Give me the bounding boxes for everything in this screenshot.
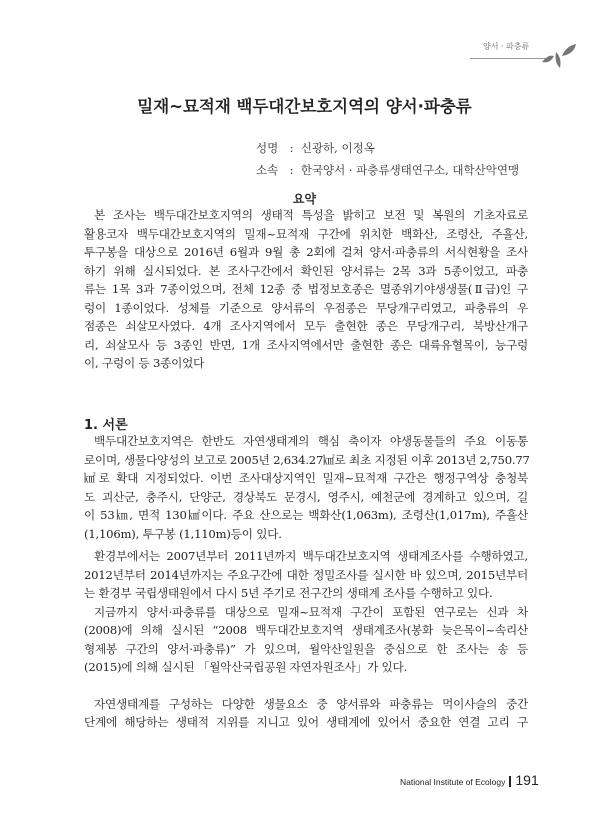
text-line: 2012년부터 2014년까지는 주요구간에 대한 정밀조사를 실시한 바 있으며, 2015년부터 <box>84 567 528 582</box>
text-line: 백두대간보호지역은 한반도 자연생태계의 핵심 축이자 야생동물들의 주요 이동통 <box>94 434 528 448</box>
abstract-body <box>84 206 528 373</box>
text-line: 이, 구렁이 등 3종이었다 <box>84 356 205 370</box>
text-line: 로이며, 생물다양성의 보고로 2005년 2,634.27㎢로 최초 지정된 이후 2013년 2,750.77 <box>84 452 530 467</box>
text-line: 류는 1목 3과 7종이었으며, 전체 12종 중 법정보호종은 멸종위기야생생물(Ⅱ급)인 구 <box>84 282 528 296</box>
text-line: 점종은 쇠살모사였다. 4개 조사지역에서 모두 출현한 종은 무당개구리, 북방산개구 <box>84 319 528 333</box>
authors-value: 신광하, 이정옥 <box>300 141 375 155</box>
section-body <box>84 432 528 732</box>
section-heading: 1. 서론 <box>84 418 128 433</box>
paragraph <box>84 603 528 677</box>
page-title: 밀재~묘적재 백두대간보호지역의 양서·파충류 <box>137 97 472 116</box>
page-number: 191 <box>515 772 539 788</box>
authors <box>256 140 375 156</box>
text-line: 환경부에서는 2007년부터 2011년까지 백두대간보호지역 생태계조사를 수행하였고, <box>94 549 528 563</box>
text-line: (2008)에 의해 실시된 “2008 백두대간보호지역 생태계조사(봉화 늦은목이~속리산 <box>84 623 528 637</box>
text-line: 하기 위해 실시되었다. 본 조사구간에서 확인된 양서류는 2목 3과 5종이었고, 파충 <box>84 263 528 278</box>
authors-sep: : <box>289 141 294 155</box>
paragraph <box>84 695 528 732</box>
text-line: 이 53㎞, 면적 130㎢이다. 주요 산으로는 백화산(1,063m), 조령산(1,017m), 주흘산 <box>84 508 528 522</box>
text-line: 도 괴산군, 충주시, 단양군, 경상북도 문경시, 영주시, 예천군에 경계하고 있으며, 길 <box>84 489 528 504</box>
text-line: 지금까지 양서·파충류를 대상으로 밀재~묘적재 구간이 포함된 연구로는 신과 차 <box>94 604 528 619</box>
text-line: 자연생태계를 구성하는 다양한 생물요소 중 양서류와 파충류는 먹이사슬의 중간 <box>94 696 528 711</box>
text-line: 리, 쇠살모사 등 3종인 반면, 1개 조사지역에서만 출현한 종은 대륙유혈목이, 능구렁 <box>84 337 528 352</box>
leaf-ornament-icon <box>540 44 580 70</box>
text-line: 본 조사는 백두대간보호지역의 생태적 특성을 밝히고 보전 및 복원의 기초자료로 <box>94 208 528 222</box>
page-footer <box>400 772 539 788</box>
running-header: 양서 · 파충류 <box>483 42 530 51</box>
affiliation-sep: : <box>289 163 294 177</box>
paragraph <box>84 547 528 603</box>
text-line: (2015)에 의해 실시된 「월악산국립공원 자연자원조사」가 있다. <box>84 660 408 674</box>
text-line: 활용코자 백두대간보호지역의 밀재~묘적재 구간에 위치한 백화산, 조령산, 주흘산, <box>84 226 528 241</box>
text-line: 렁이 1종이었다. 성체를 기준으로 양서류의 우점종은 무당개구리였고, 파충류의 우 <box>84 300 528 315</box>
footer-publisher: National Institute of Ecology <box>400 777 506 787</box>
abstract-heading: 요약 <box>292 192 317 206</box>
paragraph <box>84 432 528 543</box>
text-line: 는 환경부 국립생태원에서 다시 5년 주기로 전구간의 생태계 조사를 수행하고 있다. <box>84 586 493 600</box>
affiliation-value: 한국양서 · 파충류생태연구소, 대학산악연맹 <box>300 163 520 177</box>
text-line: 단계에 해당하는 생태적 지위를 지니고 있어 생태계에 있어서 중요한 연결 고리 구 <box>84 715 528 729</box>
text-line: 형제봉 구간의 양서·파충류)” 가 있으며, 월악산일원을 중심으로 한 조사는 송 등 <box>84 641 528 656</box>
text-line: ㎢로 확대 지정되었다. 이번 조사대상지역인 밀재~묘적재 구간은 행정구역상 충청북 <box>84 471 528 485</box>
text-line: (1,106m), 투구봉 (1,110m)등이 있다. <box>84 526 282 541</box>
paragraph <box>84 206 528 373</box>
text-line: 투구봉을 대상으로 2016년 6월과 9월 총 2회에 걸쳐 양서·파충류의 서식현황을 조사 <box>84 245 528 259</box>
footer-divider <box>509 776 511 787</box>
header-divider <box>470 58 548 59</box>
affiliation <box>256 162 519 178</box>
authors-label: 성명 <box>256 141 279 155</box>
affiliation-label: 소속 <box>256 163 279 177</box>
